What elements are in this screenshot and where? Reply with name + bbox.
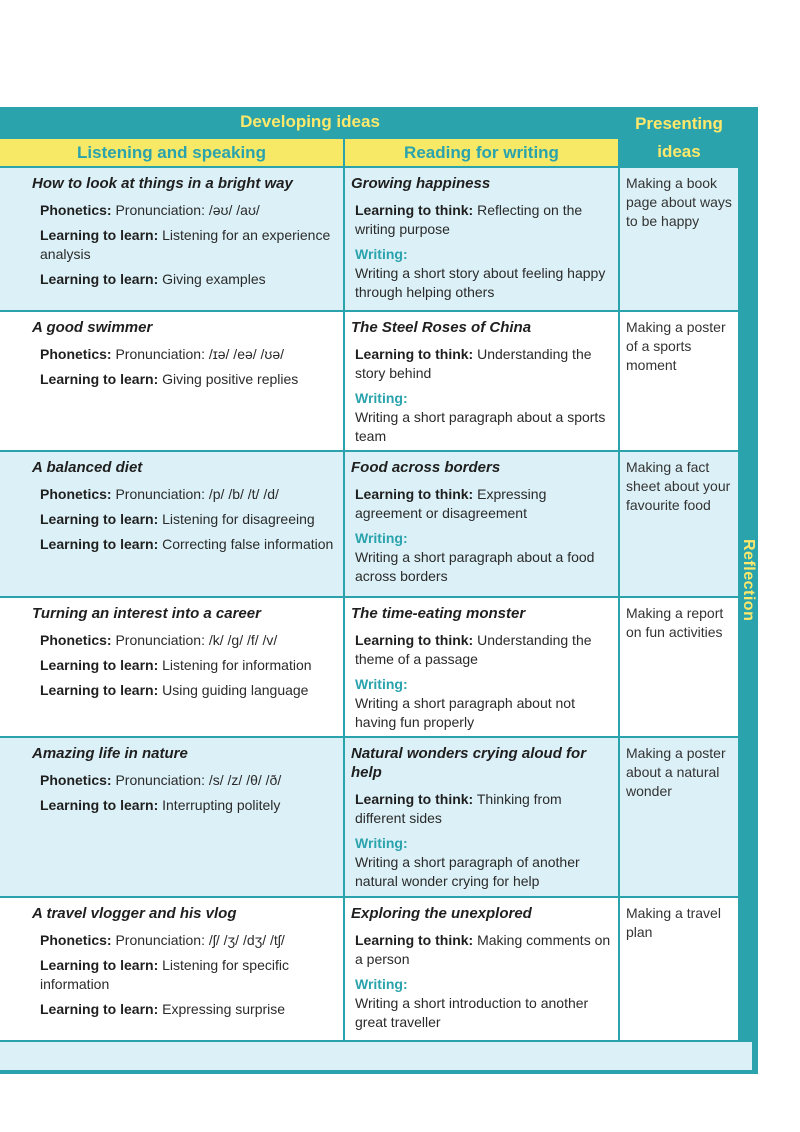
item-text: Interrupting politely xyxy=(158,797,281,813)
think-text: Expressing agreement or disagreement xyxy=(355,486,547,521)
ls-item xyxy=(40,796,335,815)
ls-topic: Turning an interest into a career xyxy=(32,605,261,622)
presenting-cell: Making a report on fun activities xyxy=(620,598,738,736)
writing-label: Writing: xyxy=(355,835,408,851)
ls-item xyxy=(40,345,335,364)
reading-writing-cell xyxy=(345,738,618,896)
item-text: Using guiding language xyxy=(158,682,309,698)
ls-topic: A balanced diet xyxy=(32,459,143,476)
table-row xyxy=(0,168,738,310)
rw-topic: Growing happiness xyxy=(351,175,491,192)
item-label: Learning to learn: xyxy=(40,1001,159,1017)
learning-to-think xyxy=(355,345,612,383)
table-row xyxy=(0,598,738,736)
writing-label: Writing: xyxy=(355,246,408,262)
item-text: Expressing surprise xyxy=(158,1001,286,1017)
item-label: Learning to learn: xyxy=(40,511,159,527)
presenting-cell: Making a fact sheet about your favourite food xyxy=(620,452,738,596)
think-label: Learning to think: xyxy=(355,932,474,948)
rw-topic: Food across borders xyxy=(351,459,501,476)
presenting-cell: Making a poster of a sports moment xyxy=(620,312,738,450)
learning-to-think xyxy=(355,790,612,828)
item-label: Learning to learn: xyxy=(40,271,159,287)
presenting-cell: Making a poster about a natural wonder xyxy=(620,738,738,896)
writing-label: Writing: xyxy=(355,976,408,992)
ls-item xyxy=(40,956,335,994)
ls-item xyxy=(40,226,335,264)
item-label: Phonetics: xyxy=(40,632,112,648)
writing-label: Writing: xyxy=(355,530,408,546)
listening-speaking-cell xyxy=(0,898,343,1040)
reading-writing-cell xyxy=(345,598,618,736)
writing-text: Writing a short story about feeling happy through helping others xyxy=(355,265,606,300)
writing-text: Writing a short introduction to another great traveller xyxy=(355,995,589,1030)
item-text: Pronunciation: /əʊ/ /aʊ/ xyxy=(111,202,260,218)
subheader-listening-speaking: Listening and speaking xyxy=(0,139,343,166)
table-row xyxy=(0,738,738,896)
writing-text: Writing a short paragraph of another natural wonder crying for help xyxy=(355,854,580,889)
item-text: Giving examples xyxy=(158,271,266,287)
think-text: Thinking from different sides xyxy=(355,791,562,826)
think-text: Understanding the theme of a passage xyxy=(355,632,592,667)
item-text: Listening for information xyxy=(158,657,312,673)
listening-speaking-cell xyxy=(0,598,343,736)
item-label: Learning to learn: xyxy=(40,657,159,673)
ls-topic: How to look at things in a bright way xyxy=(32,175,293,192)
ls-item xyxy=(40,535,335,554)
item-text: Pronunciation: /p/ /b/ /t/ /d/ xyxy=(111,486,279,502)
learning-to-think xyxy=(355,631,612,669)
presenting-cell: Making a book page about ways to be happy xyxy=(620,168,738,310)
reading-writing-cell xyxy=(345,452,618,596)
writing-label: Writing: xyxy=(355,676,408,692)
learning-to-think xyxy=(355,931,612,969)
item-label: Learning to learn: xyxy=(40,797,159,813)
think-label: Learning to think: xyxy=(355,632,474,648)
think-label: Learning to think: xyxy=(355,791,474,807)
ls-topic: Amazing life in nature xyxy=(32,745,188,762)
think-text: Understanding the story behind xyxy=(355,346,592,381)
rw-topic: The time-eating monster xyxy=(351,605,526,622)
item-label: Phonetics: xyxy=(40,346,112,362)
think-label: Learning to think: xyxy=(355,202,474,218)
table-row xyxy=(0,312,738,450)
ls-item xyxy=(40,681,335,700)
item-label: Learning to learn: xyxy=(40,371,159,387)
item-text: Pronunciation: /ʃ/ /ʒ/ /dʒ/ /tʃ/ xyxy=(111,932,285,948)
presenting-cell: Making a travel plan xyxy=(620,898,738,1040)
writing-label: Writing: xyxy=(355,390,408,406)
listening-speaking-cell xyxy=(0,168,343,310)
ls-item xyxy=(40,771,335,790)
item-label: Learning to learn: xyxy=(40,227,159,243)
item-text: Pronunciation: /ɪə/ /eə/ /ʊə/ xyxy=(111,346,285,362)
table-footer xyxy=(0,1042,752,1070)
item-label: Learning to learn: xyxy=(40,682,159,698)
writing-text: Writing a short paragraph about a food across borders xyxy=(355,549,595,584)
writing-text: Writing a short paragraph about a sports team xyxy=(355,409,606,444)
reading-writing-cell xyxy=(345,312,618,450)
item-text: Listening for specific information xyxy=(40,957,289,992)
reading-writing-cell xyxy=(345,168,618,310)
ls-item xyxy=(40,1000,335,1019)
item-label: Learning to learn: xyxy=(40,957,159,973)
item-text: Pronunciation: /k/ /g/ /f/ /v/ xyxy=(111,632,278,648)
rw-topic: Natural wonders crying aloud for help xyxy=(351,745,587,781)
ls-topic: A travel vlogger and his vlog xyxy=(32,905,237,922)
ls-topic: A good swimmer xyxy=(32,319,153,336)
item-label: Phonetics: xyxy=(40,486,112,502)
table-row xyxy=(0,452,738,596)
header-developing-ideas: Developing ideas xyxy=(240,112,380,131)
ls-item xyxy=(40,931,335,950)
listening-speaking-cell xyxy=(0,312,343,450)
table-row xyxy=(0,898,738,1040)
ls-item xyxy=(40,270,335,289)
subheader-reading-writing: Reading for writing xyxy=(345,139,618,166)
learning-to-think xyxy=(355,485,612,523)
think-label: Learning to think: xyxy=(355,346,474,362)
item-text: Correcting false information xyxy=(158,536,334,552)
ls-item xyxy=(40,656,335,675)
think-label: Learning to think: xyxy=(355,486,474,502)
learning-to-think xyxy=(355,201,612,239)
item-label: Learning to learn: xyxy=(40,536,159,552)
rw-topic: Exploring the unexplored xyxy=(351,905,532,922)
ls-item xyxy=(40,631,335,650)
item-text: Giving positive replies xyxy=(158,371,299,387)
item-label: Phonetics: xyxy=(40,932,112,948)
ls-item xyxy=(40,201,335,220)
think-text: Reflecting on the writing purpose xyxy=(355,202,583,237)
rw-topic: The Steel Roses of China xyxy=(351,319,532,336)
listening-speaking-cell xyxy=(0,738,343,896)
listening-speaking-cell xyxy=(0,452,343,596)
ls-item xyxy=(40,485,335,504)
reading-writing-cell xyxy=(345,898,618,1040)
header-presenting-ideas: Presenting ideas xyxy=(635,114,723,161)
think-text: Making comments on a person xyxy=(355,932,611,967)
writing-text: Writing a short paragraph about not having fun properly xyxy=(355,695,575,730)
item-text: Listening for an experience analysis xyxy=(40,227,331,262)
item-label: Phonetics: xyxy=(40,202,112,218)
item-text: Pronunciation: /s/ /z/ /θ/ /ð/ xyxy=(111,772,282,788)
item-label: Phonetics: xyxy=(40,772,112,788)
reflection-label: Reflection xyxy=(740,538,757,622)
ls-item xyxy=(40,370,335,389)
item-text: Listening for disagreeing xyxy=(158,511,315,527)
ls-item xyxy=(40,510,335,529)
